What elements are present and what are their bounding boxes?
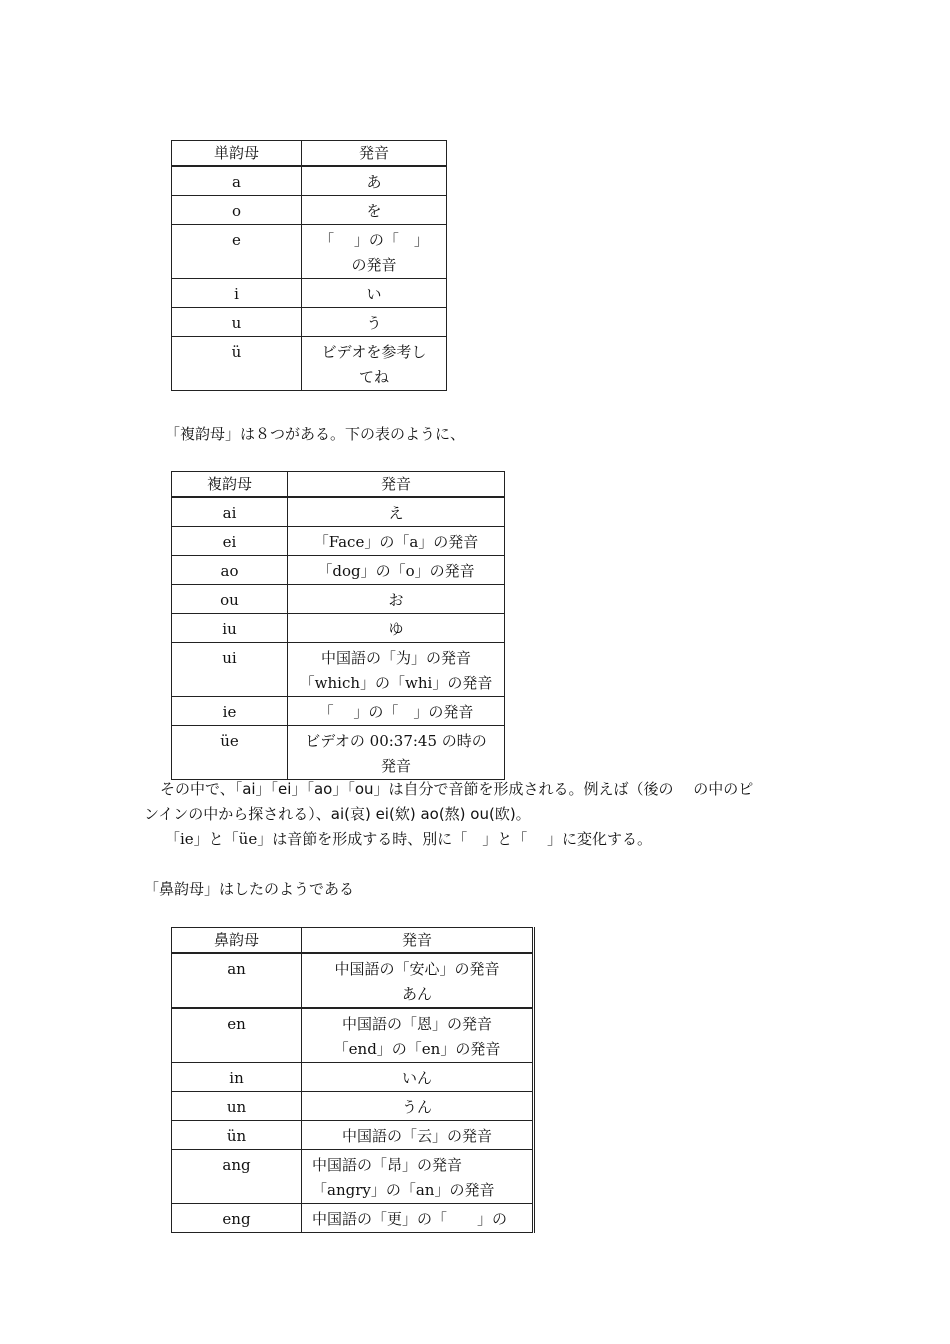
pronunciation-cell: 「 」の「 」 の発音 bbox=[302, 225, 447, 279]
pronunciation-cell: え bbox=[288, 497, 505, 527]
pronunciation-cell: を bbox=[302, 196, 447, 225]
table-row bbox=[172, 643, 505, 697]
table-header-row bbox=[172, 928, 534, 954]
table-row bbox=[172, 166, 447, 196]
table-row bbox=[172, 585, 505, 614]
nasal-finals-intro: 「鼻韵母」はしたのようである bbox=[144, 880, 355, 898]
simple-finals-table bbox=[171, 140, 447, 391]
final-cell: ie bbox=[172, 697, 288, 726]
table-row bbox=[172, 1150, 534, 1204]
final-cell: u bbox=[172, 308, 302, 337]
table-row bbox=[172, 1121, 534, 1150]
table-header-row bbox=[172, 472, 505, 498]
pronunciation-cell: 中国語の「昂」の発音 「angry」の「an」の発音 bbox=[302, 1150, 534, 1204]
pronunciation-cell: ゆ bbox=[288, 614, 505, 643]
pronunciation-cell: 中国語の「安心」の発音 あん bbox=[302, 953, 534, 1008]
pronunciation-cell: 中国語の「为」の発音 「which」の「whi」の発音 bbox=[288, 643, 505, 697]
nasal-finals-table bbox=[171, 927, 535, 1233]
pronunciation-cell: うん bbox=[302, 1092, 534, 1121]
final-cell: ün bbox=[172, 1121, 302, 1150]
table-row bbox=[172, 196, 447, 225]
pronunciation-cell: 「Face」の「a」の発音 bbox=[288, 527, 505, 556]
pronunciation-cell: ビデオを参考し てね bbox=[302, 337, 447, 391]
final-cell: üe bbox=[172, 726, 288, 780]
header-cell: 発音 bbox=[288, 472, 505, 498]
table-row bbox=[172, 225, 447, 279]
table-header-row bbox=[172, 141, 447, 167]
table-row bbox=[172, 1063, 534, 1092]
final-cell: ei bbox=[172, 527, 288, 556]
pronunciation-cell: う bbox=[302, 308, 447, 337]
final-cell: a bbox=[172, 166, 302, 196]
paragraph-line: その中で、「ai」「ei」「ao」「ou」は自分で音節を形成される。例えば（後の の中のピ bbox=[160, 780, 754, 798]
final-cell: e bbox=[172, 225, 302, 279]
final-cell: ang bbox=[172, 1150, 302, 1204]
final-cell: i bbox=[172, 279, 302, 308]
table-row bbox=[172, 614, 505, 643]
header-cell: 鼻韵母 bbox=[172, 928, 302, 954]
header-cell: 単韵母 bbox=[172, 141, 302, 167]
paragraph-line: 「ie」と「üe」は音節を形成する時、別に「 」と「 」に変化する。 bbox=[165, 830, 652, 848]
table-row bbox=[172, 1092, 534, 1121]
table-row bbox=[172, 697, 505, 726]
final-cell: ü bbox=[172, 337, 302, 391]
paragraph-line: ンインの中から探される）、ai(哀) ei(欸) ao(熬) ou(欧)。 bbox=[144, 805, 531, 823]
final-cell: iu bbox=[172, 614, 288, 643]
table-row bbox=[172, 527, 505, 556]
table-row bbox=[172, 279, 447, 308]
table-row bbox=[172, 337, 447, 391]
final-cell: en bbox=[172, 1008, 302, 1063]
pronunciation-cell: お bbox=[288, 585, 505, 614]
final-cell: in bbox=[172, 1063, 302, 1092]
final-cell: un bbox=[172, 1092, 302, 1121]
header-cell: 発音 bbox=[302, 141, 447, 167]
pronunciation-cell: 中国語の「更」の「 」の bbox=[302, 1204, 534, 1233]
pronunciation-cell: ビデオの 00:37:45 の時の 発音 bbox=[288, 726, 505, 780]
final-cell: eng bbox=[172, 1204, 302, 1233]
compound-finals-table bbox=[171, 471, 505, 780]
final-cell: ou bbox=[172, 585, 288, 614]
final-cell: ui bbox=[172, 643, 288, 697]
final-cell: ai bbox=[172, 497, 288, 527]
final-cell: an bbox=[172, 953, 302, 1008]
table-row bbox=[172, 953, 534, 1008]
table-row bbox=[172, 1204, 534, 1233]
pronunciation-cell: いん bbox=[302, 1063, 534, 1092]
pronunciation-cell: あ bbox=[302, 166, 447, 196]
table-row bbox=[172, 726, 505, 780]
header-cell: 複韵母 bbox=[172, 472, 288, 498]
pronunciation-cell: 中国語の「恩」の発音 「end」の「en」の発音 bbox=[302, 1008, 534, 1063]
compound-finals-intro: 「複韵母」は８つがある。下の表のように、 bbox=[165, 425, 466, 443]
table-row bbox=[172, 497, 505, 527]
pronunciation-cell: い bbox=[302, 279, 447, 308]
header-cell: 発音 bbox=[302, 928, 534, 954]
pronunciation-cell: 「dog」の「o」の発音 bbox=[288, 556, 505, 585]
table-row bbox=[172, 308, 447, 337]
table-row bbox=[172, 1008, 534, 1063]
final-cell: ao bbox=[172, 556, 288, 585]
pronunciation-cell: 中国語の「云」の発音 bbox=[302, 1121, 534, 1150]
table-row bbox=[172, 556, 505, 585]
pronunciation-cell: 「 」の「 」の発音 bbox=[288, 697, 505, 726]
final-cell: o bbox=[172, 196, 302, 225]
